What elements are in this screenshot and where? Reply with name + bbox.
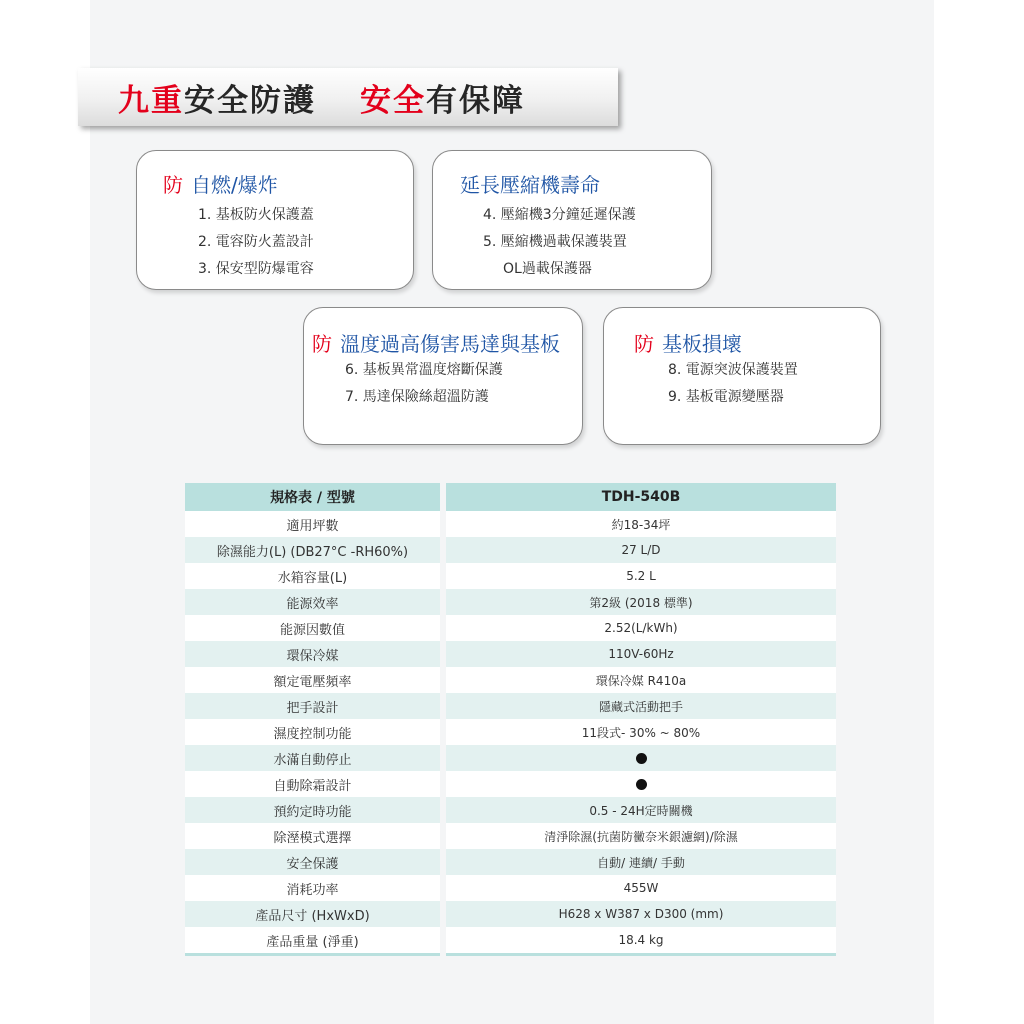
- spec-value: [446, 771, 836, 797]
- table-row: [185, 849, 836, 875]
- spec-body: [185, 511, 836, 955]
- spec-value: 5.2 L: [446, 563, 836, 589]
- title-part1-rest: 安全防護: [184, 82, 316, 119]
- prevent-label: 防: [634, 332, 654, 356]
- prevent-label: 防: [163, 173, 183, 197]
- spec-label: 水滿自動停止: [185, 745, 440, 771]
- spec-value: 11段式- 30% ~ 80%: [446, 719, 836, 745]
- feature-box-compressor: [432, 150, 712, 290]
- feature-box-heading: [312, 328, 560, 357]
- title-part2-red: 安全: [360, 82, 426, 119]
- spec-value: 自動/ 連續/ 手動: [446, 849, 836, 875]
- table-row: [185, 511, 836, 537]
- title-part1: [118, 75, 316, 120]
- feature-list: [668, 357, 798, 411]
- table-row: [185, 615, 836, 641]
- table-row: [185, 719, 836, 745]
- feature-box-heading: [634, 328, 742, 357]
- spec-value: [446, 745, 836, 771]
- feature-box-fire: [136, 150, 414, 290]
- title-part2: [360, 75, 525, 120]
- table-row: [185, 901, 836, 927]
- heading-text: 自燃/爆炸: [191, 173, 278, 197]
- list-item: 3. 保安型防爆電容: [198, 261, 314, 277]
- spec-value: 約18-34坪: [446, 511, 836, 537]
- feature-box-overheat: [303, 307, 583, 445]
- spec-label: 濕度控制功能: [185, 719, 440, 745]
- spec-value: 隱藏式活動把手: [446, 693, 836, 719]
- spec-value: 110V-60Hz: [446, 641, 836, 667]
- table-row: [185, 745, 836, 771]
- table-row: [185, 797, 836, 823]
- spec-value: 第2級 (2018 標準): [446, 589, 836, 615]
- spec-label: 額定電壓頻率: [185, 667, 440, 693]
- table-row: [185, 537, 836, 563]
- supported-dot-icon: [636, 753, 647, 764]
- spec-label: 預約定時功能: [185, 797, 440, 823]
- spec-label: 安全保護: [185, 849, 440, 875]
- list-item: 6. 基板異常溫度熔斷保護: [345, 362, 503, 378]
- spec-label: 能源因數值: [185, 615, 440, 641]
- table-row: [185, 875, 836, 901]
- spec-value: 環保冷媒 R410a: [446, 667, 836, 693]
- table-row: [185, 771, 836, 797]
- page-margin-left: [0, 0, 90, 1024]
- spec-label: 除濕能力(L) (DB27°C -RH60%): [185, 537, 440, 563]
- table-row: [185, 667, 836, 693]
- feature-box-heading: [163, 169, 278, 198]
- spec-label: 產品尺寸 (HxWxD): [185, 901, 440, 927]
- list-item: 4. 壓縮機3分鐘延遲保護: [483, 207, 636, 223]
- table-row: [185, 823, 836, 849]
- spec-header-label: 規格表 / 型號: [185, 483, 440, 511]
- table-row: [185, 563, 836, 589]
- list-item: 5. 壓縮機過載保護裝置: [483, 234, 627, 250]
- spec-label: 能源效率: [185, 589, 440, 615]
- feature-box-heading: [460, 169, 600, 198]
- spec-value: 18.4 kg: [446, 927, 836, 955]
- feature-list: [483, 202, 636, 283]
- prevent-label: 防: [312, 332, 332, 356]
- list-item: 2. 電容防火蓋設計: [198, 234, 314, 250]
- spec-value: 27 L/D: [446, 537, 836, 563]
- table-row: [185, 641, 836, 667]
- table-row: [185, 589, 836, 615]
- spec-label: 產品重量 (淨重): [185, 927, 440, 955]
- spec-table: [185, 483, 836, 956]
- list-item: 8. 電源突波保護裝置: [668, 362, 798, 378]
- list-item: 7. 馬達保險絲超溫防護: [345, 389, 489, 405]
- spec-value: H628 x W387 x D300 (mm): [446, 901, 836, 927]
- list-item: 9. 基板電源變壓器: [668, 389, 784, 405]
- title-part2-rest: 有保障: [426, 82, 525, 119]
- spec-value: 0.5 - 24H定時關機: [446, 797, 836, 823]
- table-row: [185, 927, 836, 955]
- spec-label: 環保冷媒: [185, 641, 440, 667]
- spec-label: 自動除霜設計: [185, 771, 440, 797]
- heading-text: 溫度過高傷害馬達與基板: [340, 332, 560, 356]
- heading-text: 基板損壞: [662, 332, 742, 356]
- page-margin-right: [934, 0, 1024, 1024]
- spec-label: 除溼模式選擇: [185, 823, 440, 849]
- spec-value: 455W: [446, 875, 836, 901]
- spec-value: 2.52(L/kWh): [446, 615, 836, 641]
- spec-model: TDH-540B: [446, 483, 836, 511]
- heading-text: 延長壓縮機壽命: [460, 173, 600, 197]
- feature-list: [345, 357, 503, 411]
- spec-header-row: [185, 483, 836, 511]
- spec-label: 適用坪數: [185, 511, 440, 537]
- table-row: [185, 693, 836, 719]
- spec-label: 消耗功率: [185, 875, 440, 901]
- list-item: OL過載保護器: [503, 261, 592, 277]
- title-banner: [78, 68, 618, 126]
- feature-list: [198, 202, 314, 283]
- title-part1-red: 九重: [118, 82, 184, 119]
- spec-value: 清淨除濕(抗菌防黴奈米銀濾網)/除濕: [446, 823, 836, 849]
- supported-dot-icon: [636, 779, 647, 790]
- feature-box-board: [603, 307, 881, 445]
- spec-label: 水箱容量(L): [185, 563, 440, 589]
- list-item: 1. 基板防火保護蓋: [198, 207, 314, 223]
- spec-label: 把手設計: [185, 693, 440, 719]
